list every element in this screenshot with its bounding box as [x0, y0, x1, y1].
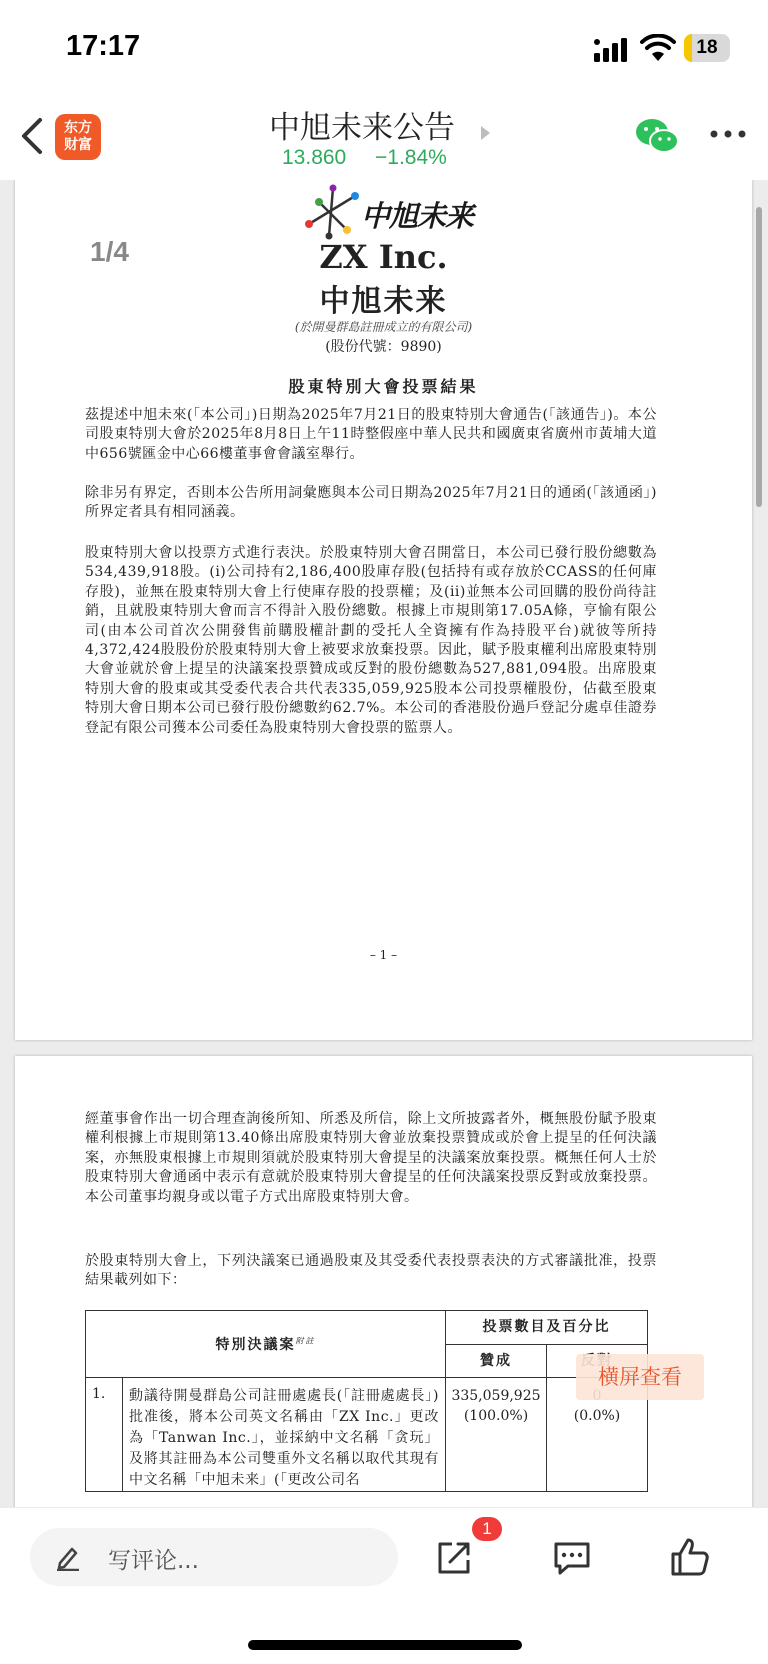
- header-resolution: [86, 1311, 446, 1378]
- scrollbar[interactable]: [756, 207, 762, 507]
- battery-indicator: [684, 34, 730, 62]
- company-logo: [303, 184, 473, 244]
- for-count: 335,059,925: [451, 1388, 541, 1404]
- share-icon[interactable]: [434, 1538, 474, 1578]
- bottom-toolbar: [0, 1507, 768, 1664]
- row-resolution-text: 動議待開曼群島公司註冊處處長(「註冊處處長」)批准後，將本公司英文名稱由「ZX Inc.」更改為「Tanwan Inc.」，並採納中文名稱「贪玩」及將其註冊為本公司雙重外文名稱以取代其現有中文名稱「中旭未来」(「更改公司名: [123, 1378, 446, 1492]
- comment-input[interactable]: [30, 1528, 398, 1586]
- comment-placeholder: 写评论...: [108, 1548, 199, 1574]
- company-name-cn: 中旭未来: [319, 284, 448, 319]
- play-arrow-icon[interactable]: [481, 126, 490, 140]
- status-bar: [0, 0, 768, 96]
- paragraph-3: 股東特別大會以投票方式進行表決。於股東特別大會召開當日，本公司已發行股份總數為534,439,918股。(i)公司持有2,186,400股庫存股(包括持有或存放於CCASS的任何庫存股)，並無在股東特別大會上行使庫存股的投票權；及(ii)並無本公司回購的股份尚待註銷，且就股東特別大會而言不得計入股份總數。根據上市規則第17.05A條，亨愉有限公司(由本公司首次公開發售前購股權計劃的受托人全資擁有作為持股平台)就彼等所持4,372,424股股份於股東特別大會上被要求放棄投票。因此，賦予股東權利出席股東特別大會並就於會上提呈的決議案投票贊成或反對的股份總數為527,881,094股。出席股東特別大會的股東或其受委代表合共代表335,059,925股本公司投票權股份，佔截至股東特別大會日期本公司已發行股份總數約62.7%。本公司的香港股份過戶登記分處卓佳證券登記有限公司獲本公司委任為股東特別大會投票的監票人。: [85, 545, 657, 736]
- row-number: 1.: [86, 1378, 123, 1492]
- home-indicator[interactable]: [248, 1640, 522, 1650]
- stock-code: (股份代號：9890): [325, 339, 442, 355]
- paragraph-2: 除非另有界定，否則本公告所用詞彙應與本公司日期為2025年7月21日的通函(「該通函」)所界定者具有相同涵義。: [85, 485, 657, 521]
- back-chevron-icon[interactable]: [14, 114, 50, 158]
- battery-level: 18: [696, 37, 718, 58]
- header-vote-group: 投票數目及百分比: [446, 1311, 648, 1345]
- share-count-badge: 1: [472, 1517, 502, 1541]
- paragraph-5: 於股東特別大會上，下列決議案已通過股東及其受委代表投票表決的方式審議批准，投票結果載列如下：: [85, 1253, 657, 1289]
- paragraph-4: 經董事會作出一切合理查詢後所知、所悉及所信，除上文所披露者外，概無股份賦予股東權利根據上市規則第13.40條出席股東特別大會並放棄投票贊成或於會上提呈的任何決議案，亦無股東根據上市規則須就於股東特別大會提呈的決議案放棄投票。概無任何人士於股東特別大會通函中表示有意就於股東特別大會提呈的任何決議案投票反對或放棄投票。本公司董事均親身或以電子方式出席股東特別大會。: [85, 1111, 657, 1205]
- company-logo-icon: [303, 184, 361, 240]
- incorporation-note: (於開曼群島註冊成立的有限公司): [294, 320, 473, 334]
- header-for: 贊成: [446, 1345, 547, 1378]
- document-page-2: [15, 1056, 752, 1507]
- against-percent: (0.0%): [573, 1408, 621, 1424]
- stock-change: −1.84%: [375, 146, 447, 169]
- pen-icon: [54, 1543, 82, 1571]
- document-heading: 股東特別大會投票結果: [288, 377, 479, 396]
- for-percent: (100.0%): [463, 1408, 529, 1424]
- paragraph-1: 茲提述中旭未來(「本公司」)日期為2025年7月21日的股東特別大會通告(「該通告」)。本公司股東特別大會於2025年8月8日上午11時整假座中華人民共和國廣東省廣州市黃埔大道中656號匯金中心66樓董事會會議室舉行。: [85, 407, 657, 462]
- app-logo[interactable]: [55, 114, 101, 160]
- page-number: – 1 –: [369, 948, 398, 962]
- app-logo-line1: 东方: [64, 120, 92, 136]
- document-page-1: [15, 180, 752, 1040]
- table-row: [86, 1378, 648, 1492]
- status-time: 17:17: [66, 30, 141, 62]
- row-for-cell: [446, 1378, 547, 1492]
- vote-results-table: [85, 1310, 648, 1492]
- comment-icon[interactable]: [552, 1540, 592, 1576]
- nav-header: [0, 96, 768, 181]
- more-icon[interactable]: [708, 126, 748, 142]
- page-title[interactable]: 中旭未来公告: [269, 110, 455, 146]
- company-name-en: ZX Inc.: [319, 238, 448, 276]
- cellular-signal-icon: [594, 38, 630, 62]
- landscape-view-button[interactable]: 横屏查看: [576, 1354, 704, 1400]
- header-resolution-label: 特別決議案: [215, 1337, 296, 1353]
- wifi-icon: [640, 34, 676, 62]
- wechat-icon[interactable]: [634, 116, 680, 156]
- header-note: 附註: [295, 1336, 316, 1346]
- thumbs-up-icon[interactable]: [669, 1536, 711, 1578]
- stock-price: 13.860: [282, 146, 347, 169]
- document-viewer[interactable]: [0, 180, 768, 1507]
- app-logo-line2: 财富: [64, 137, 92, 153]
- page-counter: 1/4: [90, 236, 129, 267]
- company-logo-text: 中旭未来: [361, 199, 474, 233]
